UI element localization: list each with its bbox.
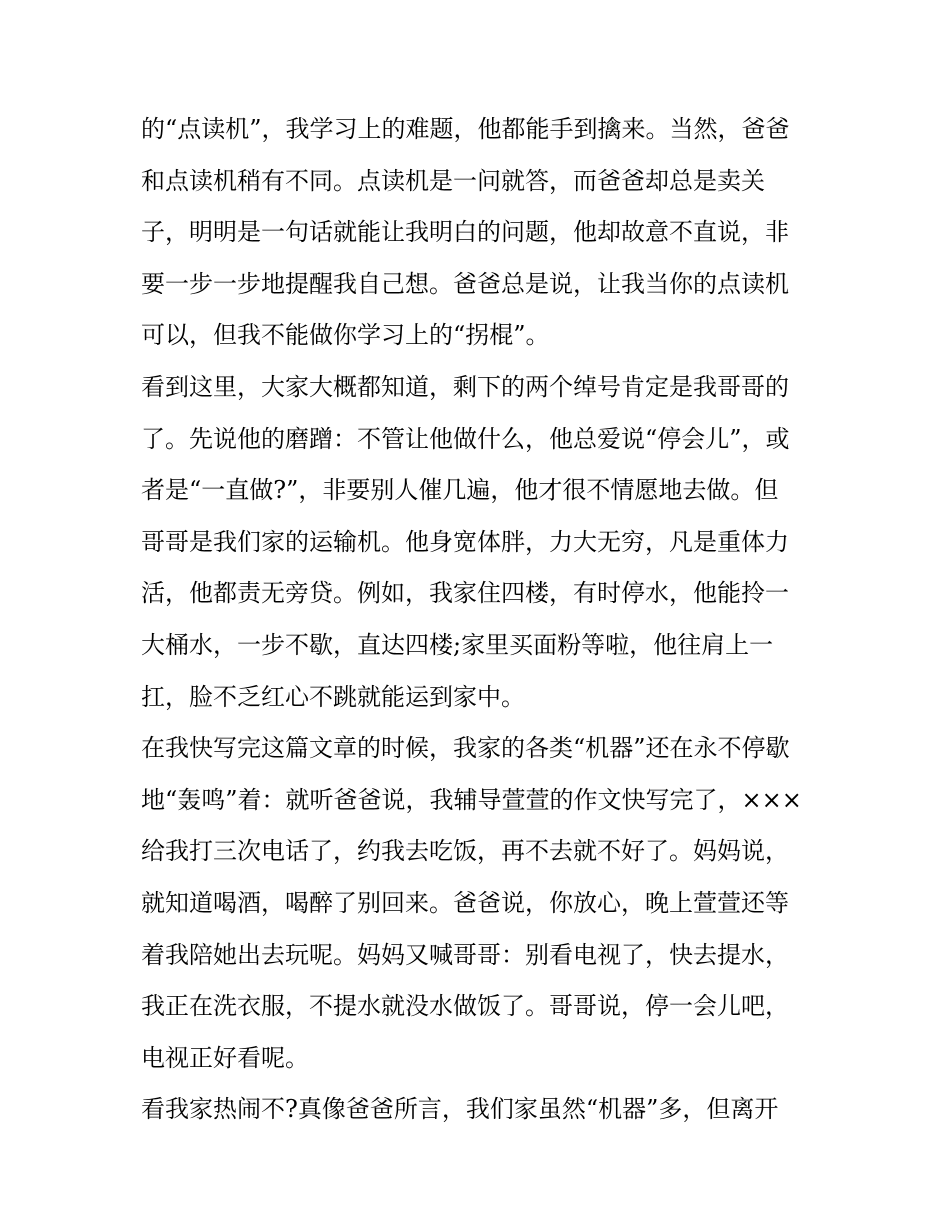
text-line: 地“轰鸣”着：就听爸爸说，我辅导萱萱的作文快写完了，××× xyxy=(141,785,802,814)
text-line: 看到这里，大家大概都知道，剩下的两个绰号肯定是我哥哥的 xyxy=(141,372,789,401)
text-line: 着我陪她出去玩呢。妈妈又喊哥哥：别看电视了，快去提水， xyxy=(141,940,789,969)
document-body xyxy=(141,104,813,1136)
text-line: 哥哥是我们家的运输机。他身宽体胖，力大无穷，凡是重体力 xyxy=(141,527,789,556)
text-line: 子，明明是一句话就能让我明白的问题，他却故意不直说，非 xyxy=(141,218,789,247)
text-line: 的“点读机”，我学习上的难题，他都能手到擒来。当然，爸爸 xyxy=(141,115,790,143)
text-line: 要一步一步地提醒我自己想。爸爸总是说，让我当你的点读机 xyxy=(141,269,789,298)
text-line: 给我打三次电话了，约我去吃饭，再不去就不好了。妈妈说， xyxy=(141,837,789,866)
text-line: 了。先说他的磨蹭：不管让他做什么，他总爱说“停会儿”，或 xyxy=(141,424,790,453)
text-line: 活，他都责无旁贷。例如，我家住四楼，有时停水，他能拎一 xyxy=(141,579,789,608)
text-line: 在我快写完这篇文章的时候，我家的各类“机器”还在永不停歇 xyxy=(141,734,790,763)
text-line: 就知道喝酒，喝醉了别回来。爸爸说，你放心，晚上萱萱还等 xyxy=(141,888,789,917)
text-line: 和点读机稍有不同。点读机是一问就答，而爸爸却总是卖关 xyxy=(141,166,765,195)
text-line: 可以，但我不能做你学习上的“拐棍”。 xyxy=(141,321,550,350)
text-line: 我正在洗衣服，不提水就没水做饭了。哥哥说，停一会儿吧， xyxy=(141,992,789,1021)
text-line: 大桶水，一步不歇，直达四楼;家里买面粉等啦，他往肩上一 xyxy=(141,630,774,659)
text-line: 电视正好看呢。 xyxy=(141,1043,309,1072)
text-line: 看我家热闹不?真像爸爸所言，我们家虽然“机器”多，但离开 xyxy=(141,1095,779,1124)
text-line: 者是“一直做?”，非要别人催几遍，他才很不情愿地去做。但 xyxy=(141,476,779,505)
text-line: 扛，脸不乏红心不跳就能运到家中。 xyxy=(141,682,525,711)
